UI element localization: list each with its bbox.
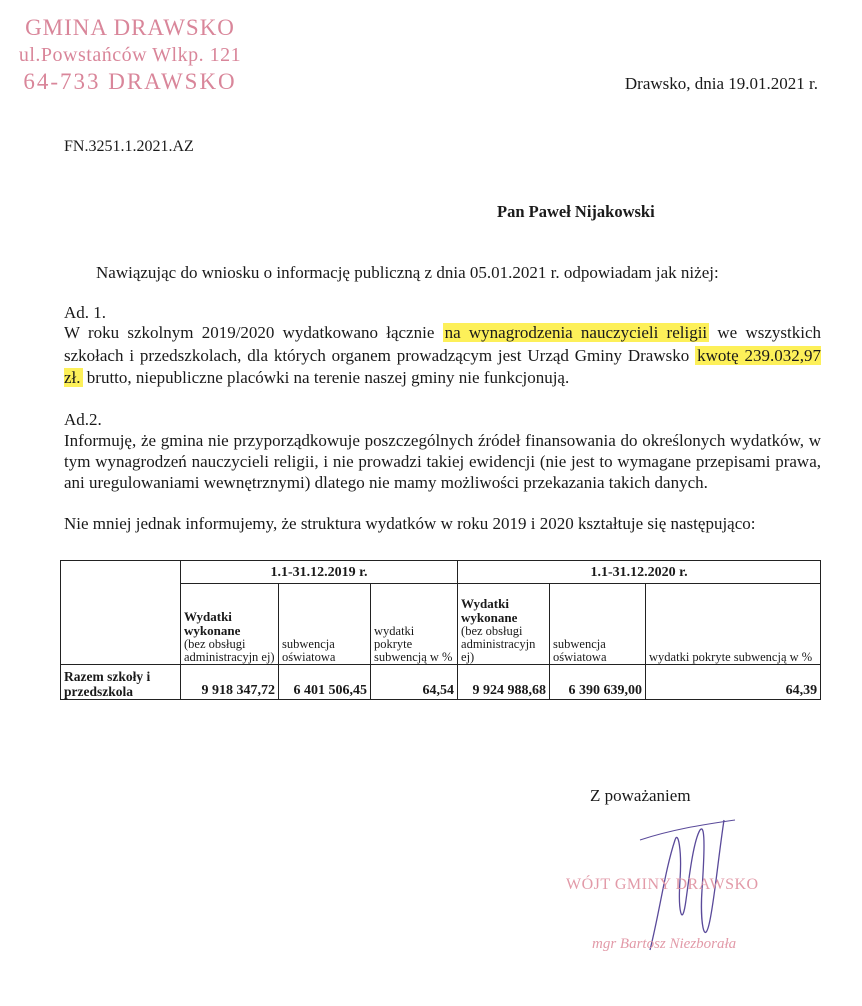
spent-2020-value: 9 924 988,68 <box>458 665 550 700</box>
row-label: Razem szkoły i przedszkola <box>61 665 181 700</box>
period-2020-header: 1.1-31.12.2020 r. <box>458 561 821 584</box>
ad1-text-after: brutto, niepubliczne placówki na terenie naszej gminy nie funkcjonują. <box>82 368 570 387</box>
ad1-highlight-amount: kwotę 239.032,97 zł. <box>64 345 821 387</box>
table-corner-cell <box>61 561 181 665</box>
stamp-line-2: ul.Powstańców Wlkp. 121 <box>18 44 242 66</box>
subsidy-header-2020: subwencja oświatowa <box>550 584 646 665</box>
spent-2019-value: 9 918 347,72 <box>181 665 279 700</box>
ad1-text-middle: we wszystkich szkołach i przedszkolach, dla których organem prowadzącym jest Urząd Gminy Drawsko <box>64 323 821 365</box>
subsidy-2019-value: 6 401 506,45 <box>279 665 371 700</box>
spent-header-bold: Wydatki wykonane <box>461 596 518 625</box>
spent-header-note: (bez obsługi administracyjn ej) <box>461 624 536 664</box>
table-row <box>61 665 821 700</box>
expenditure-table <box>60 560 821 700</box>
office-stamp <box>14 14 246 96</box>
covered-2019-value: 64,54 <box>371 665 458 700</box>
signature-stamp-title: WÓJT GMINY DRAWSKO <box>566 876 759 893</box>
spent-header-2019 <box>181 584 279 665</box>
subsidy-2020-value: 6 390 639,00 <box>550 665 646 700</box>
covered-header-2020: wydatki pokryte subwencją w % <box>646 584 821 665</box>
ad2-heading: Ad.2. <box>64 410 102 429</box>
ad2-structure-line: Nie mniej jednak informujemy, że struktura wydatków w roku 2019 i 2020 kształtuje się następująco: <box>64 514 756 533</box>
covered-2020-value: 64,39 <box>646 665 821 700</box>
spent-header-note: (bez obsługi administracyjn ej) <box>184 637 275 664</box>
ad1-text-before: W roku szkolnym 2019/2020 wydatkowano łącznie <box>64 323 443 342</box>
recipient-name: Pan Paweł Nijakowski <box>497 202 655 221</box>
ad1-paragraph <box>64 322 821 390</box>
ad2-paragraph: Informuję, że gmina nie przyporządkowuje poszczególnych źródeł finansowania do określonych wydatków, w tym wynagrodzeń nauczycieli religii, i nie prowadzi takiej ewidencji (nie jest to wymagane przepisami prawa, ani uregulowaniami wewnętrznymi) dlatego nie mamy możliwości przekazania takich danych. <box>64 431 821 492</box>
spent-header-bold: Wydatki wykonane <box>184 609 241 638</box>
period-2019-header: 1.1-31.12.2019 r. <box>181 561 458 584</box>
stamp-line-3: 64-733 DRAWSKO <box>23 69 237 94</box>
covered-header-2019: wydatki pokryte subwencją w % <box>371 584 458 665</box>
closing-phrase: Z poważaniem <box>590 786 691 805</box>
subsidy-header-2019: subwencja oświatowa <box>279 584 371 665</box>
ad1-heading: Ad. 1. <box>64 303 107 322</box>
signature-stamp-name: mgr Bartosz Niezborała <box>592 936 737 952</box>
spent-header-2020 <box>458 584 550 665</box>
ad1-highlight-religion-teachers: na wynagrodzenia nauczycieli religii <box>444 323 708 342</box>
intro-paragraph: Nawiązując do wniosku o informację publiczną z dnia 05.01.2021 r. odpowiadam jak niżej: <box>96 263 719 282</box>
stamp-line-1: GMINA DRAWSKO <box>25 15 235 40</box>
reference-number: FN.3251.1.2021.AZ <box>64 138 194 155</box>
letter-date: Drawsko, dnia 19.01.2021 r. <box>624 74 818 93</box>
